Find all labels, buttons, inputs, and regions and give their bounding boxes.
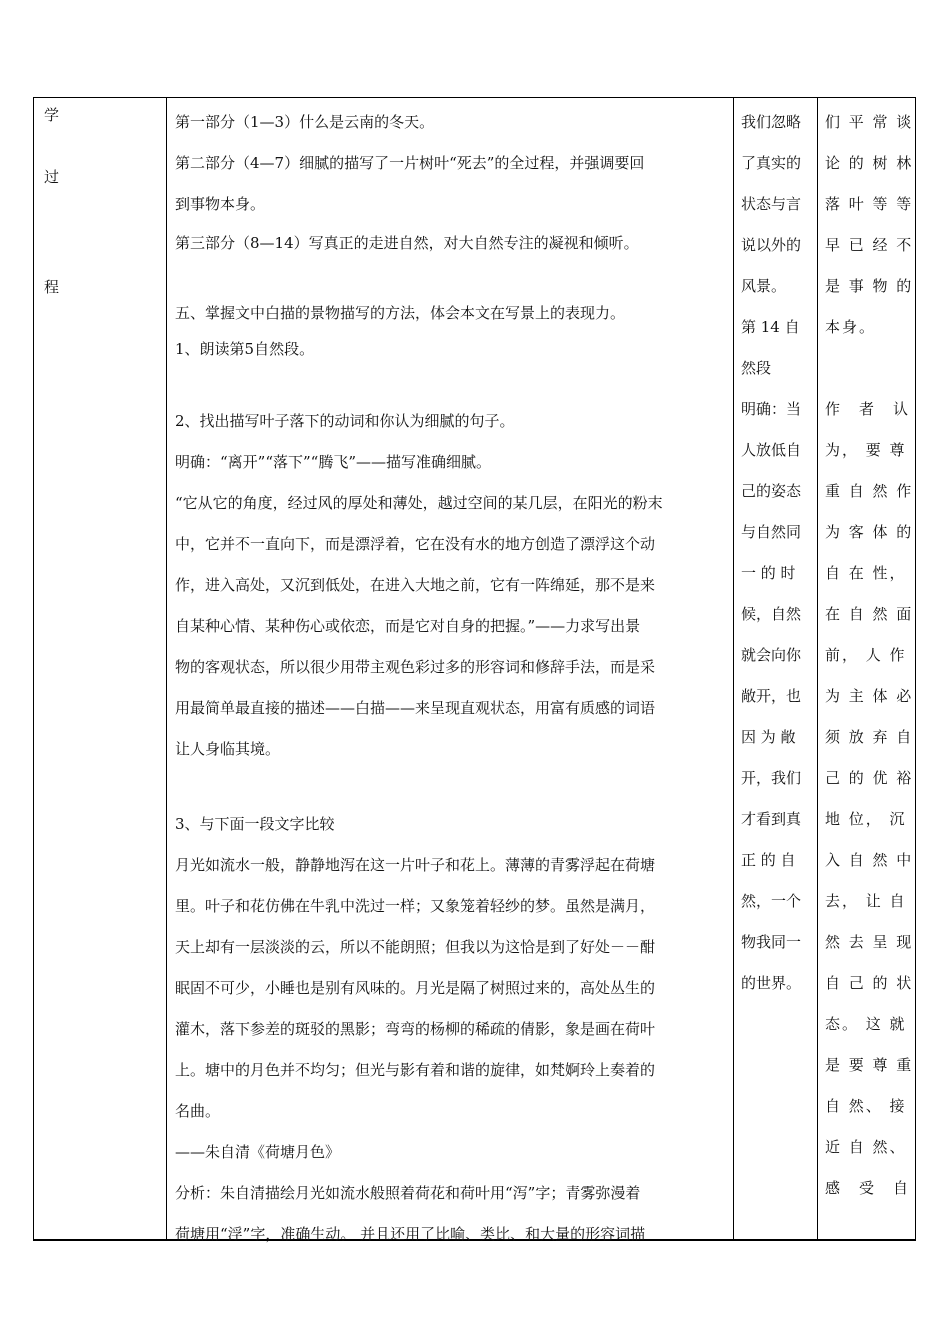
note-line: 落 叶 等 等 bbox=[825, 195, 914, 213]
note-line: 早 已 经 不 bbox=[825, 236, 914, 254]
main-content-column bbox=[166, 98, 734, 1243]
note-line: 第 14 自 bbox=[741, 318, 800, 336]
main-text-line: 第二部分（4—7）细腻的描写了一片树叶“死去”的全过程，并强调要回 bbox=[175, 154, 645, 172]
main-text-line: 第三部分（8—14）写真正的走进自然，对大自然专注的凝视和倾听。 bbox=[175, 234, 639, 252]
note-line: 地 位， 沉 bbox=[825, 810, 907, 828]
note-line: 就会向你 bbox=[741, 646, 802, 664]
note-column-2 bbox=[817, 98, 915, 1239]
note-line: 为 客 体 的 bbox=[825, 523, 914, 541]
main-text-line: 作，进入高处，又沉到低处，在进入大地之前，它有一阵绵延，那不是来 bbox=[175, 576, 656, 594]
note-line: 说以外的 bbox=[741, 236, 802, 254]
note-line: 然 去 呈 现 bbox=[825, 933, 914, 951]
main-text-line: 2、找出描写叶子落下的动词和你认为细腻的句子。 bbox=[175, 412, 515, 430]
note-line: 才看到真 bbox=[741, 810, 802, 828]
note-line bbox=[825, 348, 913, 389]
main-text-line bbox=[175, 770, 725, 804]
note-line: 近 自 然、 bbox=[825, 1138, 907, 1156]
note-line: 自 己 的 状 bbox=[825, 974, 914, 992]
main-text-line: 名曲。 bbox=[175, 1102, 221, 1120]
main-text-line: 中，它并不一直向下，而是漂浮着，它在没有水的地方创造了漂浮这个动 bbox=[175, 535, 656, 553]
main-text-line: 第一部分（1—3）什么是云南的冬天。 bbox=[175, 113, 435, 131]
side-label-char: 过 bbox=[44, 168, 60, 186]
note-line: 感 受 自 bbox=[825, 1179, 911, 1197]
main-text-line: 物的客观状态，所以很少用带主观色彩过多的形容词和修辞手法，而是采 bbox=[175, 658, 656, 676]
note-line: 本身。 bbox=[825, 318, 877, 336]
main-text-line: 明确：“离开”“落下”“腾飞”——描写准确细腻。 bbox=[175, 453, 492, 471]
note-line: 自 然、 接 bbox=[825, 1097, 907, 1115]
note-line: 明确：当 bbox=[741, 400, 802, 418]
main-text-line: 让人身临其境。 bbox=[175, 740, 281, 758]
main-text-line: 月光如流水一般，静静地泻在这一片叶子和花上。薄薄的青雾浮起在荷塘 bbox=[175, 856, 656, 874]
note-line: 论 的 树 林 bbox=[825, 154, 914, 172]
note-line: 态。 这 就 bbox=[825, 1015, 907, 1033]
note-line: 们 平 常 谈 bbox=[825, 113, 914, 131]
note-line: 风景。 bbox=[741, 277, 787, 295]
note-line: 因 为 敞 bbox=[741, 728, 796, 746]
main-text-line: 灌木，落下参差的斑驳的黑影；弯弯的杨柳的稀疏的倩影，象是画在荷叶 bbox=[175, 1020, 656, 1038]
note-text-1 bbox=[741, 102, 801, 1004]
note-line: 敞开，也 bbox=[741, 687, 802, 705]
note-line: 然段 bbox=[741, 359, 772, 377]
note-line: 然，一个 bbox=[741, 892, 802, 910]
main-text-line: 3、与下面一段文字比较 bbox=[175, 815, 335, 833]
main-text-line: 用最简单最直接的描述——白描——来呈现直观状态，用富有质感的词语 bbox=[175, 699, 656, 717]
note-column-1 bbox=[733, 98, 818, 1239]
note-line: 自 在 性， bbox=[825, 564, 907, 582]
note-line: 入 自 然 中 bbox=[825, 851, 914, 869]
lesson-table bbox=[33, 97, 916, 1241]
note-line: 在 自 然 面 bbox=[825, 605, 914, 623]
main-text-line: 五、掌握文中白描的景物描写的方法，体会本文在写景上的表现力。 bbox=[175, 304, 626, 322]
main-text-line: 荷塘用“浮”字，准确生动。 并且还用了比喻、类比、和大量的形容词描 bbox=[175, 1225, 646, 1243]
note-line: 了真实的 bbox=[741, 154, 802, 172]
note-line: 物我同一 bbox=[741, 933, 802, 951]
main-text-line: 自某种心情、某种伤心或依恋，而是它对自身的把握。”——力求写出景 bbox=[175, 617, 641, 635]
main-text-line: 上。塘中的月色并不均匀；但光与影有着和谐的旋律，如梵婀玲上奏着的 bbox=[175, 1061, 656, 1079]
main-text-line: 天上却有一层淡淡的云，所以不能朗照；但我以为这恰是到了好处－－酣 bbox=[175, 938, 656, 956]
note-line: 重 自 然 作 bbox=[825, 482, 914, 500]
side-label-char: 学 bbox=[44, 106, 60, 124]
main-text-line bbox=[175, 261, 725, 295]
note-line: 是 事 物 的 bbox=[825, 277, 914, 295]
note-line: 己 的 优 裕 bbox=[825, 769, 914, 787]
note-line: 状态与言 bbox=[741, 195, 802, 213]
note-line: 去， 让 自 bbox=[825, 892, 907, 910]
main-text bbox=[175, 102, 725, 1255]
note-line: 正 的 自 bbox=[741, 851, 796, 869]
note-line: 前， 人 作 bbox=[825, 646, 907, 664]
main-text-line: 分析：朱自清描绘月光如流水般照着荷花和荷叶用“泻”字；青雾弥漫着 bbox=[175, 1184, 641, 1202]
note-line: 一 的 时 bbox=[741, 564, 796, 582]
note-line: 我们忽略 bbox=[741, 113, 802, 131]
note-line: 为， 要 尊 bbox=[825, 441, 907, 459]
note-line: 是 要 尊 重 bbox=[825, 1056, 914, 1074]
note-line: 开，我们 bbox=[741, 769, 802, 787]
note-line: 为 主 体 必 bbox=[825, 687, 914, 705]
main-text-line: ——朱自清《荷塘月色》 bbox=[175, 1143, 341, 1161]
main-text-line: 里。叶子和花仿佛在牛乳中洗过一样；又象笼着轻纱的梦。虽然是满月， bbox=[175, 897, 656, 915]
side-label-char: 程 bbox=[44, 278, 60, 296]
note-text-2 bbox=[825, 102, 913, 1209]
main-text-line: “它从它的角度，经过风的厚处和薄处，越过空间的某几层，在阳光的粉末 bbox=[175, 494, 663, 512]
main-text-line: 眠固不可少，小睡也是别有风味的。月光是隔了树照过来的，高处丛生的 bbox=[175, 979, 656, 997]
note-line: 人放低自 bbox=[741, 441, 802, 459]
note-line: 与自然同 bbox=[741, 523, 802, 541]
main-text-line: 到事物本身。 bbox=[175, 195, 266, 213]
note-line: 候，自然 bbox=[741, 605, 802, 623]
note-line: 须 放 弃 自 bbox=[825, 728, 914, 746]
main-text-line bbox=[175, 367, 725, 401]
note-line: 作 者 认 bbox=[825, 400, 911, 418]
note-line: 的世界。 bbox=[741, 974, 802, 992]
note-line: 己的姿态 bbox=[741, 482, 802, 500]
main-text-line: 1、朗读第5自然段。 bbox=[175, 340, 315, 358]
side-label-column bbox=[34, 98, 167, 1239]
